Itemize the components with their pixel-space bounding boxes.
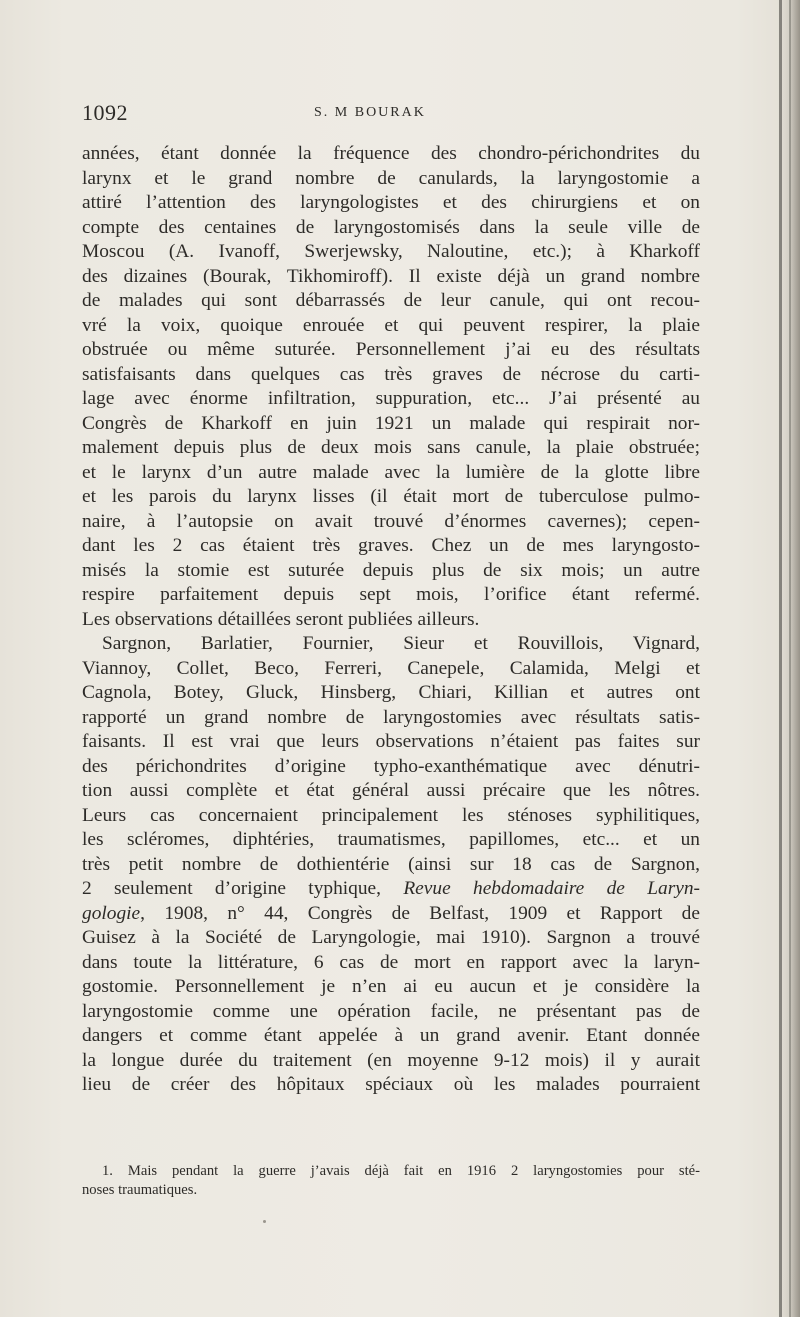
text-line: laryngostomie comme une opération facile, ne présentant pas de — [82, 1000, 700, 1022]
page-number: 1092 — [82, 100, 128, 125]
text-line: Sargnon, Barlatier, Fournier, Sieur et Rouvillois, Vignard, — [102, 633, 700, 654]
text-line: Moscou (A. Ivanoff, Swerjewsky, Naloutine, etc.); à Kharkoff — [82, 241, 700, 262]
text-line: obstruée ou même suturée. Personnellement j’ai eu des résultats — [82, 339, 700, 360]
text-line: naire, à l’autopsie on avait trouvé d’énormes cavernes); cepen- — [82, 510, 700, 532]
text-line: Congrès de Kharkoff en juin 1921 un malade qui respirait nor- — [82, 412, 700, 434]
text-line: respire parfaitement depuis sept mois, l’orifice étant refermé. — [82, 584, 700, 605]
journal-title: gologie — [82, 902, 141, 924]
text-line: lage avec énorme infiltration, suppuration, etc... J’ai présenté au — [82, 388, 700, 409]
text-run: , 1908, n° 44, Congrès de Belfast, 1909 et Rapport de — [140, 902, 700, 924]
running-head: S. M BOURAK — [314, 105, 426, 120]
text-line: la longue durée du traitement (en moyenne 9-12 mois) il y aurait — [82, 1049, 700, 1071]
text-line: des périchondrites d’origine typho-exanthématique avec dénutri- — [82, 755, 700, 777]
text-line: Les observations détaillées seront publiées ailleurs. — [82, 608, 480, 630]
body-text — [82, 142, 700, 1098]
text-line: rapporté un grand nombre de laryngostomies avec résultats satis- — [82, 706, 700, 728]
text-line: les scléromes, diphtéries, traumatismes, papillomes, etc... et un — [82, 829, 700, 850]
text-line: de malades qui sont débarrassés de leur canule, qui ont recou- — [82, 290, 700, 311]
text-line: malement depuis plus de deux mois sans canule, la plaie obstruée; — [82, 437, 700, 458]
text-line: des dizaines (Bourak, Tikhomiroff). Il existe déjà un grand nombre — [82, 265, 700, 287]
paper-speck — [263, 1220, 266, 1223]
text-line: compte des centaines de laryngostomisés dans la seule ville de — [82, 216, 700, 238]
text-line: Viannoy, Collet, Beco, Ferreri, Canepele, Calamida, Melgi et — [82, 657, 700, 679]
page-edge-line — [779, 0, 782, 1317]
text-line: lieu de créer des hôpitaux spéciaux où les malades pourraient — [82, 1074, 700, 1095]
text-line: dans toute la littérature, 6 cas de mort en rapport avec la laryn- — [82, 951, 700, 973]
text-line: faisants. Il est vrai que leurs observations n’étaient pas faites sur — [82, 731, 700, 752]
text-line: et le larynx d’un autre malade avec la lumière de la glotte libre — [82, 461, 700, 483]
text-line: Cagnola, Botey, Gluck, Hinsberg, Chiari, Killian et autres ont — [82, 682, 700, 703]
text-line: dant les 2 cas étaient très graves. Chez un de mes laryngosto- — [82, 535, 700, 556]
text-line: larynx et le grand nombre de canulards, la laryngostomie a — [82, 167, 700, 189]
text-line — [82, 902, 700, 927]
text-line: misés la stomie est suturée depuis plus de six mois; un autre — [82, 559, 700, 581]
footnote-line: noses traumatiques. — [82, 1182, 198, 1198]
text-line — [82, 877, 700, 902]
text-line: et les parois du larynx lisses (il était mort de tuberculose pulmo- — [82, 486, 700, 507]
text-line: tion aussi complète et état général aussi précaire que les nôtres. — [82, 780, 700, 801]
text-run: 2 seulement d’origine typhique, — [82, 878, 404, 899]
footnote-line: 1. Mais pendant la guerre j’avais déjà fait en 1916 2 laryngostomies pour sté- — [102, 1163, 700, 1179]
page-edge-line — [789, 0, 791, 1317]
text-line: attiré l’attention des laryngologistes et des chirurgiens et on — [82, 192, 700, 213]
text-line: années, étant donnée la fréquence des chondro-périchondrites du — [82, 143, 700, 164]
text-line: Guisez à la Société de Laryngologie, mai 1910). Sargnon a trouvé — [82, 927, 700, 948]
footnote — [82, 1162, 700, 1200]
page-header — [82, 100, 702, 128]
text-line: gostomie. Personnellement je n’en ai eu aucun et je considère la — [82, 976, 700, 997]
text-line: satisfaisants dans quelques cas très graves de nécrose du carti- — [82, 363, 700, 385]
text-line: dangers et comme étant appelée à un grand avenir. Etant donnée — [82, 1025, 700, 1046]
text-line: Leurs cas concernaient principalement les sténoses syphilitiques, — [82, 804, 700, 826]
text-line: très petit nombre de dothientérie (ainsi sur 18 cas de Sargnon, — [82, 853, 700, 875]
journal-title: Revue hebdomadaire de Laryn- — [403, 878, 700, 899]
text-line: vré la voix, quoique enrouée et qui peuvent respirer, la plaie — [82, 314, 700, 336]
